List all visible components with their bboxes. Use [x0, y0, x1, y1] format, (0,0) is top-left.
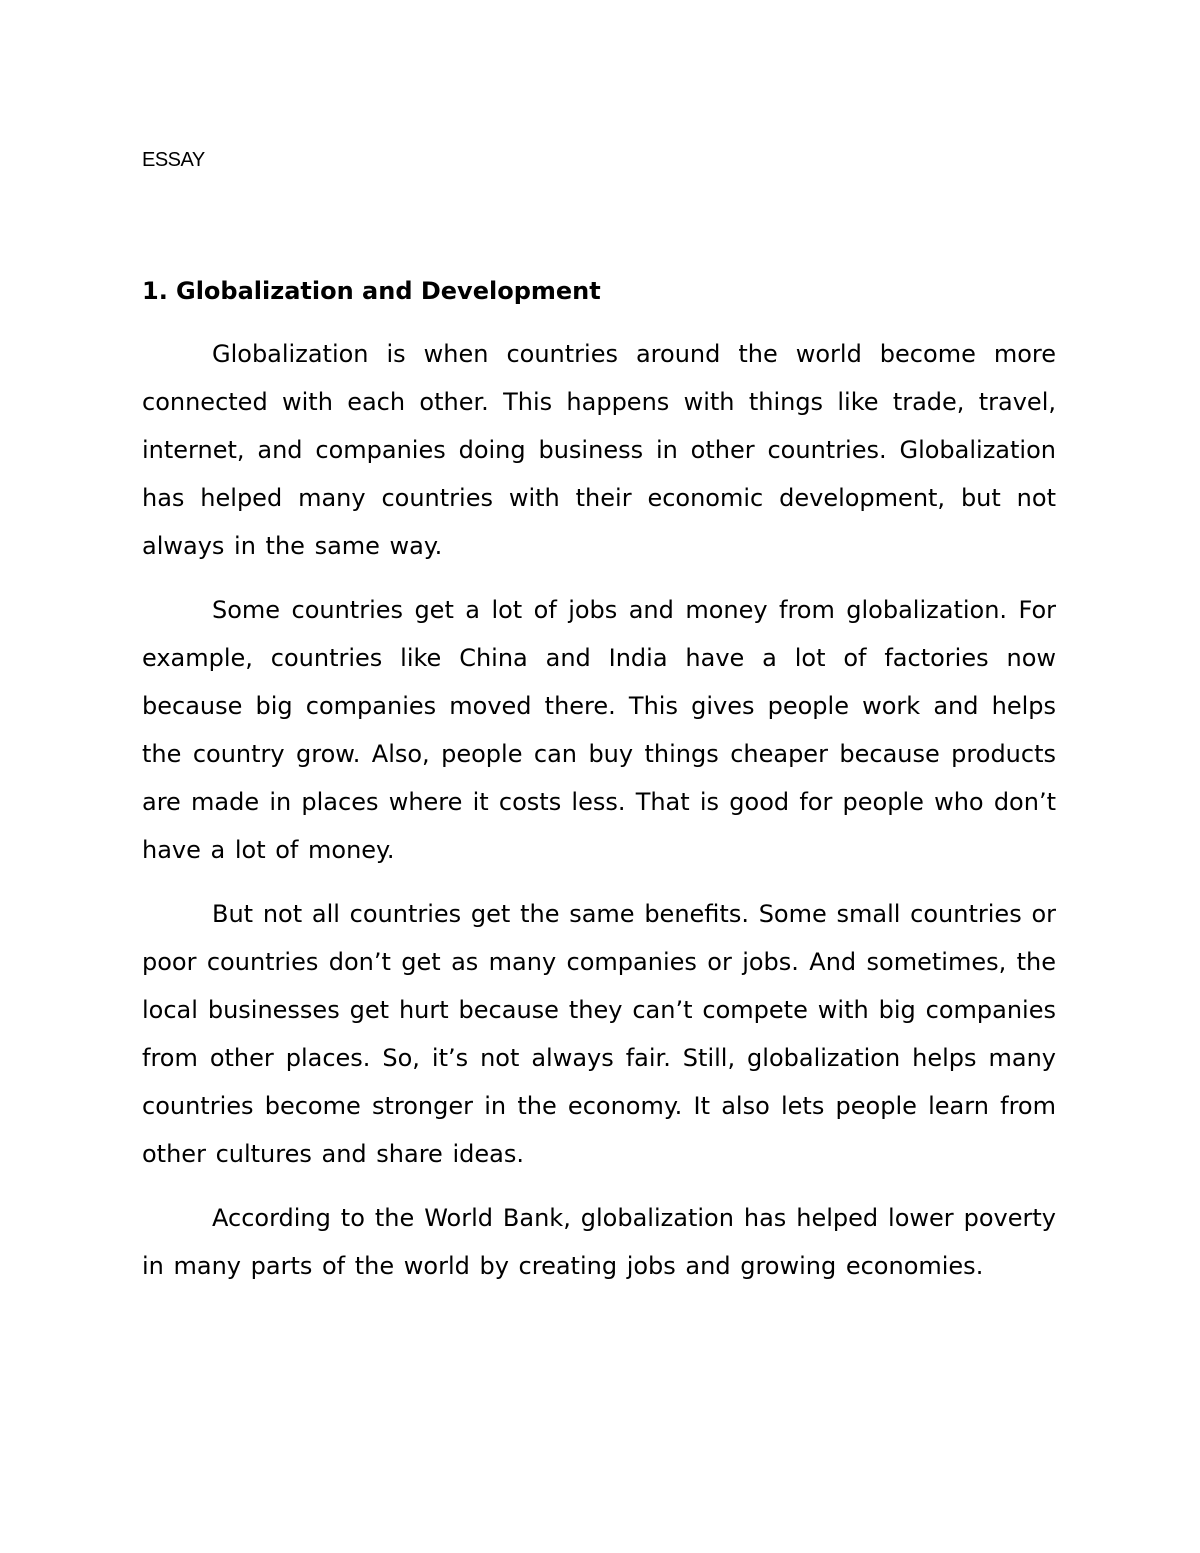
document-label: ESSAY [142, 149, 205, 171]
section-heading [142, 274, 601, 308]
paragraph-3: But not all countries get the same benefits. Some small countries or poor countries don’t get as many companies or jobs. And sometimes, the local businesses get hurt because they can’t compete with big companies from other places. So, it’s not always fair. Still, globalization helps many countries become stronger in the economy. It also lets people learn from other cultures and share ideas. [142, 900, 1056, 1168]
section-number: 1. [142, 277, 168, 305]
paragraph-2: Some countries get a lot of jobs and money from globalization. For example, countries like China and India have a lot of factories now because big companies moved there. This gives people work and helps the country grow. Also, people can buy things cheaper because products are made in places where it costs less. That is good for people who don’t have a lot of money. [142, 596, 1056, 864]
paragraph-4: According to the World Bank, globalization has helped lower poverty in many parts of the world by creating jobs and growing economies. [142, 1204, 1056, 1280]
essay-body [142, 330, 1056, 1306]
paragraph-1: Globalization is when countries around the world become more connected with each other. This happens with things like trade, travel, internet, and companies doing business in other countries. Globalization has helped many countries with their economic development, but not always in the same way. [142, 340, 1056, 560]
section-title: Globalization and Development [176, 277, 601, 305]
